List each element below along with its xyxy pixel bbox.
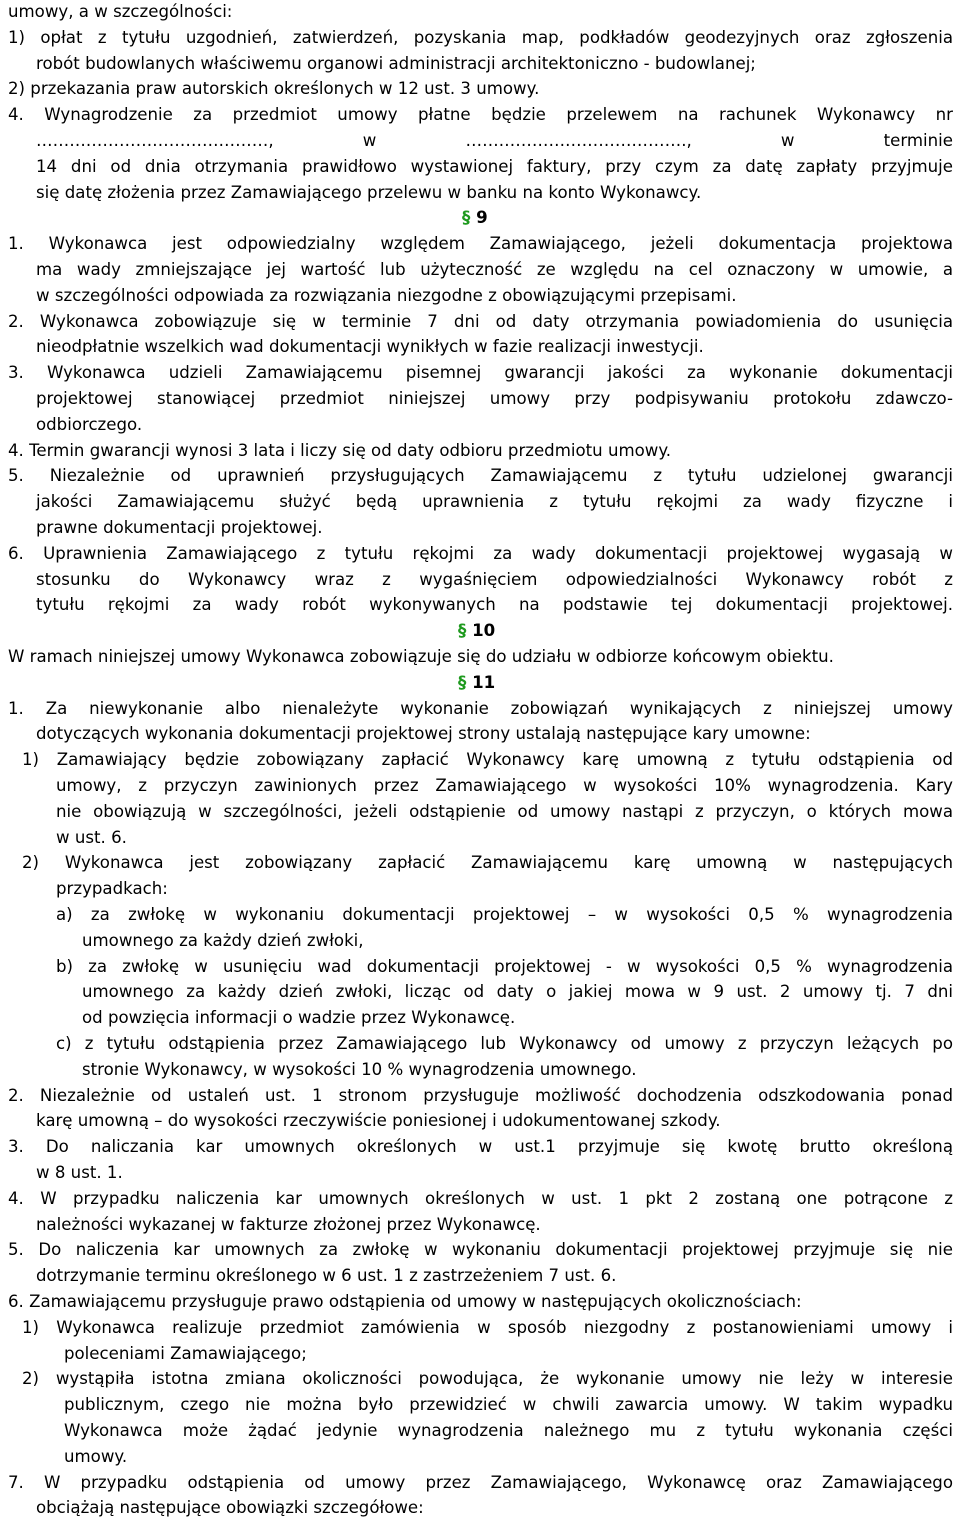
text-line: stronie Wykonawcy, w wysokości 10 % wynagrodzenia umownego. [82,1059,637,1079]
text-line: 4. Wynagrodzenie za przedmiot umowy płatne będzie przelewem na rachunek Wykonawcy nr [8,105,953,125]
text-line: 4. W przypadku naliczenia kar umownych określonych w ust. 1 pkt 2 zostaną one potrącone z [8,1188,953,1208]
text-line: karę umowną – do wysokości rzeczywiście poniesionej i udokumentowanej szkody. [36,1111,721,1131]
text-line: 1) Wykonawca realizuje przedmiot zamówienia w sposób niezgodny z postanowieniami umowy i [22,1317,953,1337]
text-line: się datę złożenia przez Zamawiającego przelewu w banku na konto Wykonawcy. [36,182,702,202]
text-line: 3. Do naliczania kar umownych określonych w ust.1 przyjmuje się kwotę brutto określoną [8,1137,953,1157]
text-line: ma wady zmniejszające jej wartość lub użyteczność ze względu na cel oznaczony w umowie, a [36,260,953,279]
text-line: 5. Niezależnie od uprawnień przysługujących Zamawiającemu z tytułu udzielonej gwarancji [8,466,953,486]
section-symbol: § [458,672,467,692]
text-line: 4. Termin gwarancji wynosi 3 lata i liczy się od daty odbioru przedmiotu umowy. [8,440,672,460]
text-line: 2) wystąpiła istotna zmiana okoliczności powodująca, że wykonanie umowy nie leży w interesie [22,1369,953,1389]
text-line: b) za zwłokę w usunięciu wad dokumentacji projektowej - w wysokości 0,5 % wynagrodzenia [56,956,953,976]
text-line: 3. Wykonawca udzieli Zamawiającemu pisemnej gwarancji jakości za wykonanie dokumentacji [8,363,953,383]
section-heading [462,208,488,228]
section-symbol: § [462,208,471,228]
section-symbol: § [458,621,467,641]
text-line: 1. Za niewykonanie albo nienależyte wykonanie zobowiązań wynikających z niniejszej umowy [8,698,953,718]
text-line: 2) przekazania praw autorskich określonych w 12 ust. 3 umowy. [8,79,540,99]
text-line: prawne dokumentacji projektowej. [36,518,323,537]
text-line: umowy. [64,1446,128,1466]
text-line: a) za zwłokę w wykonaniu dokumentacji projektowej – w wysokości 0,5 % wynagrodzenia [56,905,953,924]
text-line: ……………………………………, w …………………………………., w terminie [36,131,953,150]
text-line: umowy, z przyczyn zawinionych przez Zamawiającego w wysokości 10% wynagrodzenia. Kary [56,776,953,795]
text-line: tytułu rękojmi za wady robót wykonywanych na podstawie tej dokumentacji projektowej. [36,595,953,615]
section-number: 10 [472,621,496,641]
text-line: 6. Zamawiającemu przysługuje prawo odstąpienia od umowy w następujących okolicznościach: [8,1292,802,1311]
section-number: 9 [476,208,488,228]
text-line: 2. Wykonawca zobowiązuje się w terminie 7 dni od daty otrzymania powiadomienia do usunięcia [8,311,953,331]
text-line: nieodpłatnie wszelkich wad dokumentacji wynikłych w fazie realizacji inwestycji. [36,337,704,357]
text-line: dotyczących wykonania dokumentacji projektowej strony ustalają następujące kary umowne: [36,724,811,744]
text-line: w 8 ust. 1. [36,1163,123,1182]
text-line: obciążają następujące obowiązki szczegółowe: [36,1498,424,1518]
text-line: Wykonawca może żądać jedynie wynagrodzenia należnego mu z tytułu wykonania części [64,1421,953,1440]
text-line: umowy, a w szczególności: [8,2,233,21]
text-line: należności wykazanej w fakturze złożonej przez Wykonawcę. [36,1214,541,1234]
text-line: jakości Zamawiającemu służyć będą uprawnienia z tytułu rękojmi za wady fizyczne i [36,492,953,512]
text-line: odbiorczego. [36,414,143,434]
text-line: W ramach niniejszej umowy Wykonawca zobowiązuje się do udziału w odbiorze końcowym obiektu. [8,647,834,666]
text-line: publicznym, czego nie można było przewidzieć w chwili zawarcia umowy. W takim wypadku [64,1395,953,1415]
text-line: umownego za każdy dzień zwłoki, [82,930,364,950]
text-line: projektowej stanowiącej przedmiot niniejszej umowy przy podpisywaniu protokołu zdawczo- [36,389,953,408]
text-line: 5. Do naliczenia kar umownych za zwłokę w wykonaniu dokumentacji projektowej przyjmuje się nie [8,1240,953,1260]
text-line: umownego za każdy dzień zwłoki, licząc od daty o jakiej mowa w 9 ust. 2 umowy tj. 7 dni [82,982,953,1002]
text-line: 1) opłat z tytułu uzgodnień, zatwierdzeń, pozyskania map, podkładów geodezyjnych oraz zgłoszenia [8,27,953,47]
text-line: dotrzymanie terminu określonego w 6 ust. 1 z zastrzeżeniem 7 ust. 6. [36,1266,617,1286]
text-line: robót budowlanych właściwemu organowi administracji architektoniczno - budowlanej; [36,53,756,73]
text-line: poleceniami Zamawiającego; [64,1343,307,1363]
text-line: stosunku do Wykonawcy wraz z wygaśnięciem odpowiedzialności Wykonawcy robót z [36,569,953,589]
section-heading [458,673,495,693]
text-line: 1) Zamawiający będzie zobowiązany zapłacić Wykonawcy karę umowną z tytułu odstąpienia od [22,750,953,770]
section-number: 11 [472,672,496,692]
text-line: od powzięcia informacji o wadzie przez Wykonawcę. [82,1008,516,1028]
text-line: przypadkach: [56,879,168,899]
text-line: 14 dni od dnia otrzymania prawidłowo wystawionej faktury, przy czym za datę zapłaty przyjmuje [36,156,953,176]
text-line: w szczególności odpowiada za rozwiązania niezgodne z obowiązującymi przepisami. [36,285,737,305]
text-line: 2. Niezależnie od ustaleń ust. 1 stronom przysługuje możliwość dochodzenia odszkodowania ponad [8,1085,953,1105]
text-line: 7. W przypadku odstąpienia od umowy przez Zamawiającego, Wykonawcę oraz Zamawiającego [8,1472,953,1492]
text-line: 6. Uprawnienia Zamawiającego z tytułu rękojmi za wady dokumentacji projektowej wygasają w [8,543,953,563]
text-line: c) z tytułu odstąpienia przez Zamawiającego lub Wykonawcy od umowy z przyczyn leżących po [56,1034,953,1053]
text-line: w ust. 6. [56,827,127,847]
section-heading [458,621,495,641]
text-line: nie obowiązują w szczególności, jeżeli odstąpienie od umowy nastąpi z przyczyn, o których mowa [56,801,953,821]
text-line: 2) Wykonawca jest zobowiązany zapłacić Zamawiającemu karę umowną w następujących [22,853,953,873]
text-line: 1. Wykonawca jest odpowiedzialny względem Zamawiającego, jeżeli dokumentacja projektowa [8,234,953,254]
